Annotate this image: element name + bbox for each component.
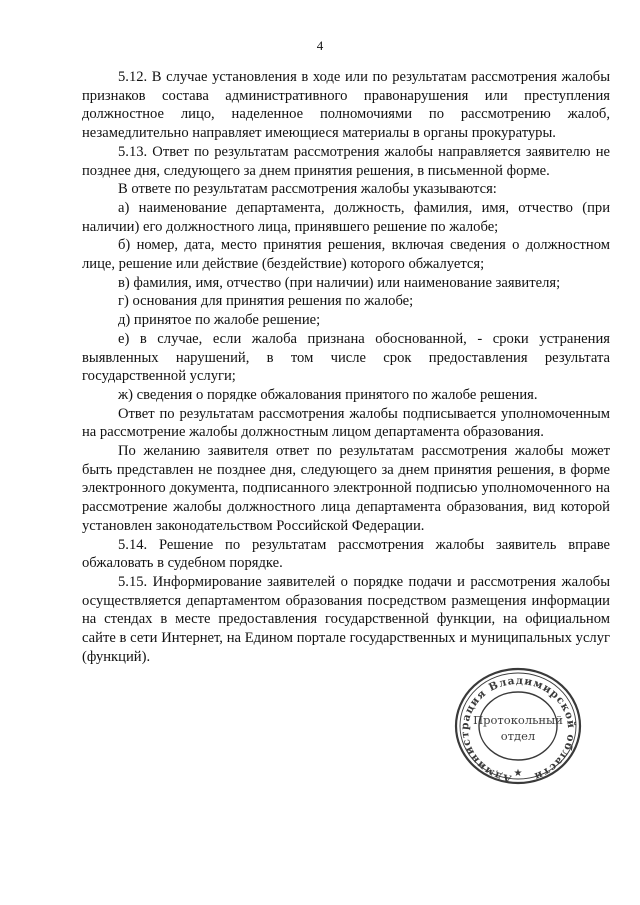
- paragraph-answer-contents: В ответе по результатам рассмотрения жалобы указываются:: [118, 181, 497, 198]
- paragraph-electronic-answer: По желанию заявителя ответ по результатам рассмотрения жалобы может быть представлен не позднее дня, следующего за днем принятия решения, в форме электронного документа, подписанного электронной подписью уполномоченного на рассмотрение жалобы должностного лица департамента образования, вид которой установлен законодательством Российской Федерации.: [82, 443, 610, 534]
- list-item-zh: ж) сведения о порядке обжалования принятого по жалобе решения.: [118, 386, 538, 403]
- stamp-center-line1: Протокольный: [473, 713, 563, 727]
- list-item-b: б) номер, дата, место принятия решения, включая сведения о должностном лице, решение или действие (бездействие) которого обжалуется;: [82, 237, 610, 273]
- stamp-center-line2: отдел: [500, 729, 536, 743]
- paragraph-5-14: 5.14. Решение по результатам рассмотрения жалобы заявитель вправе обжаловать в судебном порядке.: [82, 536, 610, 572]
- document-body: [82, 68, 610, 667]
- list-item-e: е) в случае, если жалоба признана обоснованной, - сроки устранения выявленных нарушений, в том числе срок предоставления результата государственной услуги;: [82, 330, 610, 385]
- paragraph-5-15: 5.15. Информирование заявителей о порядке подачи и рассмотрения жалобы осуществляется департаментом образования посредством размещения информации на стендах в месте предоставления государственной функции, на официальном сайте в сети Интернет, на Едином портале государственных и муниципальных услуг (функций).: [82, 573, 610, 665]
- official-stamp: [450, 664, 586, 788]
- paragraph-5-12: 5.12. В случае установления в ходе или по результатам рассмотрения жалобы признаков состава административного правонарушения или преступления должностное лицо, наделенное полномочиями по рассмотрению жалоб, незамедлительно направляет имеющиеся материалы в органы прокуратуры.: [82, 69, 610, 142]
- paragraph-answer-signed: Ответ по результатам рассмотрения жалобы подписывается уполномоченным на рассмотрение жалобы должностным лицом департамента образования.: [82, 405, 610, 441]
- list-item-v: в) фамилия, имя, отчество (при наличии) или наименование заявителя;: [118, 274, 561, 291]
- page-number: 4: [316, 38, 324, 53]
- stamp-seal-icon: [450, 664, 586, 788]
- list-item-a: а) наименование департамента, должность, фамилия, имя, отчество (при наличии) его должностного лица, принявшего решение по жалобе;: [82, 199, 610, 235]
- svg-text:★: ★: [513, 768, 523, 779]
- list-item-g: г) основания для принятия решения по жалобе;: [118, 293, 414, 310]
- paragraph-5-13: 5.13. Ответ по результатам рассмотрения жалобы направляется заявителю не позднее дня, следующего за днем принятия решения, в письменной форме.: [82, 143, 610, 179]
- list-item-d: д) принятое по жалобе решение;: [118, 312, 321, 329]
- stamp-ring-text: Администрация Владимирской области: [458, 674, 578, 785]
